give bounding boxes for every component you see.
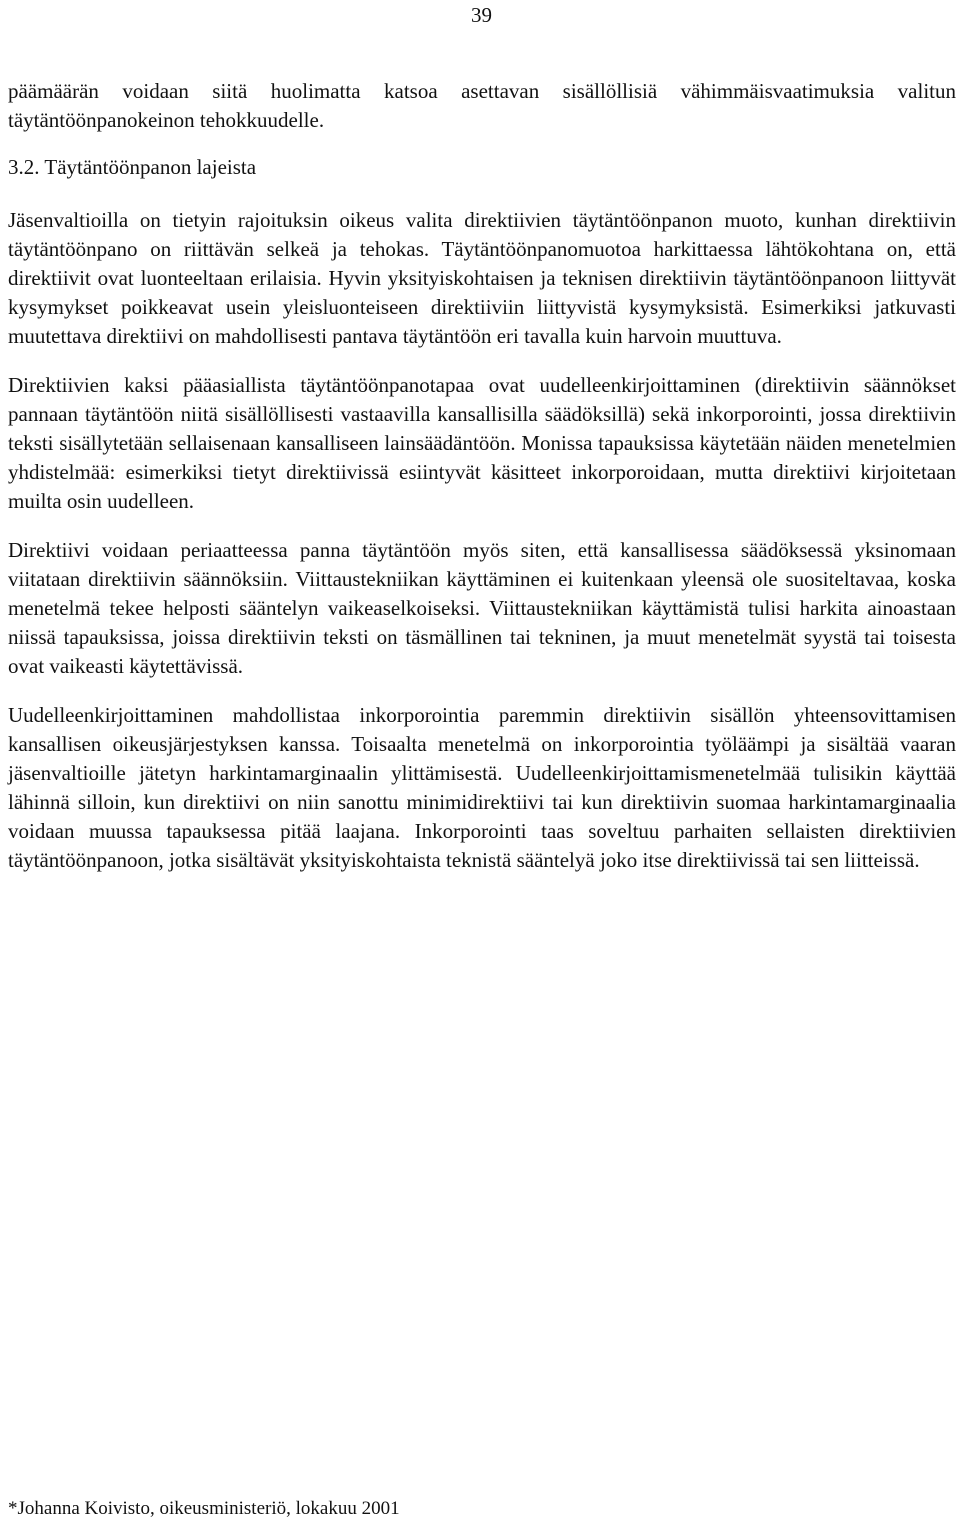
document-body [8, 77, 956, 875]
paragraph-4: Uudelleenkirjoittaminen mahdollistaa inkorporointia paremmin direktiivin sisällön yhteensovittamisen kansallisen oikeusjärjestyksen kanssa. Toisaalta menetelmä on inkorporointia työläämpi ja sisältää vaaran jäsenvaltioille jätetyn harkintamarginaalin ylittämisestä. Uudelleenkirjoittamismenetelmää tulisikin käyttää lähinnä silloin, kun direktiivi on niin sanottu minimidirektiivi tai kun direktiivin suomaa harkintamarginaalia voidaan muussa tapauksessa pitää laajana. Inkorporointi taas soveltuu parhaiten sellaisten direktiivien täytäntöönpanoon, jotka sisältävät yksityiskohtaista teknistä sääntelyä joko itse direktiivissä tai sen liitteissä. [8, 703, 956, 872]
section-heading: 3.2. Täytäntöönpanon lajeista [8, 155, 257, 179]
footnote: *Johanna Koivisto, oikeusministeriö, lokakuu 2001 [8, 1498, 400, 1519]
paragraph-3: Direktiivi voidaan periaatteessa panna täytäntöön myös siten, että kansallisessa säädöksessä yksinomaan viitataan direktiivin säännöksiin. Viittaustekniikan käyttäminen ei kuitenkaan yleensä ole suositeltavaa, koska menetelmä tekee helposti sääntelyn vaikeaselkoiseksi. Viittaustekniikan käyttämistä tulisi harkita ainoastaan niissä tapauksissa, joissa direktiivin teksti on täsmällinen tai tekninen, ja muut menetelmät syystä tai toisesta ovat vaikeasti käytettävissä. [8, 538, 956, 678]
paragraph-1: Jäsenvaltioilla on tietyin rajoituksin oikeus valita direktiivien täytäntöönpanon muoto, kunhan direktiivin täytäntöönpano on riittävän selkeä ja tehokas. Täytäntöönpanomuotoa harkittaessa lähtökohtana on, että direktiivit ovat luonteeltaan erilaisia. Hyvin yksityiskohtaisen ja teknisen direktiivin täytäntöönpanoon liittyvät kysymykset poikkeavat usein yleisluonteiseen direktiiviin liittyvistä kysymyksistä. Esimerkiksi jatkuvasti muutettava direktiivi on mahdollisesti pantava täytäntöön eri tavalla kuin harvoin muuttuva. [8, 208, 956, 348]
paragraph-2: Direktiivien kaksi pääasiallista täytäntöönpanotapaa ovat uudelleenkirjoittaminen (direktiivin säännökset pannaan täytäntöön niitä sisällöllisesti vastaavilla kansallisilla säädöksillä) sekä inkorporointi, jossa direktiivin teksti sisällytetään sellaisenaan kansalliseen lainsäädäntöön. Monissa tapauksissa käytetään näiden menetelmien yhdistelmää: esimerkiksi tietyt direktiivissä esiintyvät käsitteet inkorporoidaan, mutta direktiivi kirjoitetaan muilta osin uudelleen. [8, 373, 956, 513]
page-number: 39 [471, 3, 492, 27]
intro-paragraph: päämäärän voidaan siitä huolimatta katsoa asettavan sisällöllisiä vähimmäisvaatimuksia valitun täytäntöönpanokeinon tehokkuudelle. [8, 79, 956, 132]
